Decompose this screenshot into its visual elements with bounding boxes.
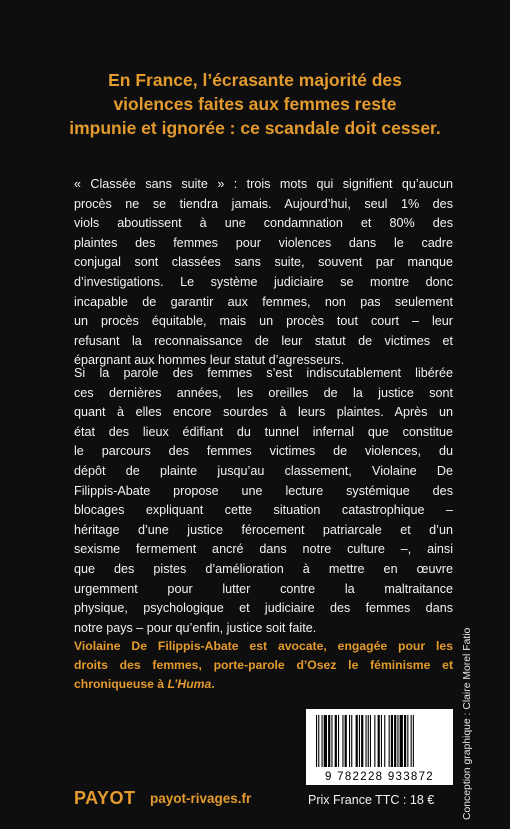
paragraph-summary — [74, 175, 453, 371]
design-credit: Conception graphique : Claire Morel Fatio — [462, 627, 473, 820]
text-line: incapable de garantir aux femmes, non pas seulement — [74, 294, 453, 309]
text-line: notre pays – pour qu’enfin, justice soit faite. — [74, 620, 317, 635]
author-bio — [74, 637, 453, 694]
text-line: ces dernières années, les oreilles de la justice sont — [74, 385, 453, 400]
publisher-logo: PAYOT — [74, 788, 136, 808]
bio-line — [74, 675, 453, 694]
text-line: sexisme fermement ancré dans notre culture –, ainsi — [74, 542, 453, 557]
text-line: procès ne se tiendra jamais. Aujourd’hui, seul 1% des — [74, 196, 453, 211]
barcode-bars — [312, 715, 447, 767]
text-line: dépôt de plainte jusqu’au classement, Violaine De — [74, 463, 453, 478]
text-line: plaintes des femmes pour violences dans le cadre — [74, 235, 453, 250]
bio-text: . — [211, 677, 215, 691]
text-line: viols aboutissent à une condamnation et 80% des — [74, 216, 453, 231]
bio-text: chroniqueuse à — [74, 677, 168, 691]
text-line: conjugal sont classées sans suite, souvent par manque — [74, 255, 453, 270]
author-name: Violaine De Filippis-Abate — [74, 639, 239, 653]
text-line: un procès équitable, mais un procès tout court – leur — [74, 314, 453, 329]
text-line: « Classée sans suite » : trois mots qui signifient qu’aucun — [74, 177, 453, 191]
isbn-barcode — [306, 709, 453, 785]
text-line: blocages expliquant cette situation catastrophique – — [74, 503, 453, 518]
price-label: Prix France TTC : 18 € — [308, 793, 435, 807]
paragraph-description — [74, 364, 453, 638]
text-line: d’investigations. Le système judiciaire se montre donc — [74, 274, 453, 289]
bio-text: est avocate, engagée pour les — [238, 639, 453, 653]
headline-line: impunie et ignorée : ce scandale doit cesser. — [69, 118, 441, 138]
publisher-website[interactable]: payot-rivages.fr — [150, 791, 252, 806]
text-line: que des pistes d’amélioration à mettre en œuvre — [74, 561, 453, 576]
text-line: quant à elles encore sourdes à leurs plaintes. Après un — [74, 405, 453, 420]
text-line: physique, psychologique et judiciaire des femmes dans — [74, 601, 453, 616]
text-line: Si la parole des femmes s’est indiscutablement libérée — [74, 366, 453, 380]
text-line: état des lieux édifiant du tunnel infernal que constitue — [74, 424, 453, 439]
text-line: urgemment pour lutter contre la maltraitance — [74, 581, 453, 596]
headline-line: En France, l’écrasante majorité des — [108, 70, 402, 90]
headline — [0, 68, 510, 140]
text-line: héritage d’une justice férocement patriarcale et d’un — [74, 522, 453, 537]
text-line: le parcours des femmes victimes de violences, du — [74, 444, 453, 459]
text-line: épargnant aux hommes leur statut d’agresseurs. — [74, 353, 345, 368]
bio-line — [74, 637, 453, 656]
text-line: Filippis-Abate propose une lecture systémique des — [74, 483, 453, 498]
bio-line: droits des femmes, porte-parole d’Osez le féminisme et — [74, 658, 453, 672]
text-line: refusant la reconnaissance de leur statut de victimes et — [74, 333, 453, 348]
publication-name: L’Huma — [167, 677, 212, 691]
headline-line: violences faites aux femmes reste — [113, 94, 397, 114]
barcode-digits: 9 782228 933872 — [324, 771, 435, 783]
